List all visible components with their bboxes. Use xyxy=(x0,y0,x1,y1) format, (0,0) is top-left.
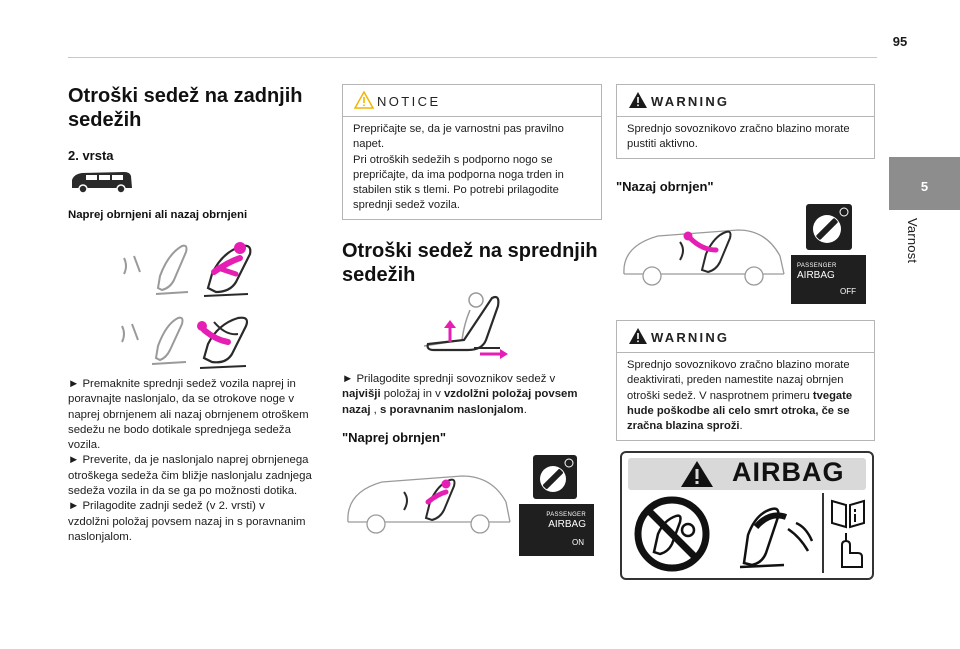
notice-divider xyxy=(343,116,601,117)
instruction-line: sedežu ne bodo dotikale sprednjega sedeža xyxy=(68,423,291,436)
warning-title: WARNING xyxy=(651,94,730,109)
instruction-line: naprej obrnjenem ali nazaj obrnjenem otroškem xyxy=(68,408,309,421)
adjust-bold-backrest: s poravnanim naslonjalom xyxy=(380,403,524,416)
airbag-on-panel xyxy=(519,504,594,556)
adjust-text: . xyxy=(523,403,527,416)
warning-line: otroški sedež. V nasprotnem primeru xyxy=(627,389,813,402)
instruction-line: sedeža vozila in da se ga po možnosti dotika. xyxy=(68,485,298,498)
instruction-line: naslonjalom. xyxy=(68,530,132,543)
notice-triangle-icon xyxy=(354,91,374,109)
notice-line: stabilen stik s tlemi. Po potrebi prilagodite xyxy=(353,184,559,197)
section-label: Varnost xyxy=(905,218,920,264)
instruction-line: ► Prilagodite zadnji sedež (v 2. vrsti) v xyxy=(68,500,265,513)
instruction-line: otroškega sedeža čim bližje naslonjalu zadnjega xyxy=(68,469,312,482)
warning-bold: zračna blazina sproži xyxy=(627,420,740,433)
airbag-deploy-icon xyxy=(726,497,820,573)
airbag-label-divider xyxy=(822,493,824,573)
notice-box xyxy=(342,84,602,220)
notice-text xyxy=(353,122,593,214)
prohibited-child-seat-icon xyxy=(630,494,714,574)
warning-text xyxy=(627,122,866,153)
warning-line: pustiti aktivno. xyxy=(627,138,698,151)
warning-line: Sprednjo sovoznikovo zračno blazino morate xyxy=(627,359,850,371)
warning-line: Sprednjo sovoznikovo zračno blazino morate xyxy=(627,123,850,135)
header-divider xyxy=(68,57,877,58)
adjust-bold-back: nazaj xyxy=(342,403,371,416)
rear-facing-heading: "Nazaj obrnjen" xyxy=(616,179,714,194)
seat-adjustment-illustration xyxy=(404,288,514,360)
instruction-line: poravnajte naslonjalo, da se otrokove noge v xyxy=(68,393,295,406)
notice-line: Pri otroških sedežih s podporno nogo se xyxy=(353,153,553,166)
airbag-switch-icon-off[interactable] xyxy=(806,204,852,250)
warning-title: WARNING xyxy=(651,330,730,345)
forward-facing-heading: "Naprej obrnjen" xyxy=(342,430,447,445)
airbag-warning-triangle-icon xyxy=(680,460,714,488)
instruction-line: ► Premaknite sprednji sedež vozila naprej in xyxy=(68,378,296,390)
facing-subtitle: Naprej obrnjeni ali nazaj obrnjeni xyxy=(68,209,248,221)
warning-box-deactivate xyxy=(616,320,875,441)
adjust-text: položaj in v xyxy=(380,388,444,401)
panel-off-label: OFF xyxy=(840,287,856,296)
manual-book-icon xyxy=(828,497,868,573)
front-seats-title-line1: Otroški sedež na sprednjih xyxy=(342,240,598,262)
airbag-warning-label xyxy=(620,451,874,580)
panel-on-label: ON xyxy=(572,538,584,547)
panel-passenger-label: PASSENGER xyxy=(546,512,586,518)
car-rear-facing-illustration xyxy=(620,216,788,292)
warning-line: . xyxy=(739,420,743,433)
adjust-bold-position: vzdolžni položaj povsem xyxy=(443,388,578,401)
instruction-line: vozila. xyxy=(68,439,101,452)
adjust-text: ► Prilagodite sprednji sovoznikov sedež v xyxy=(342,373,556,385)
warning-text xyxy=(627,358,866,434)
panel-passenger-label: PASSENGER xyxy=(797,263,837,269)
warning-line: deaktivirati, preden namestite nazaj obrnjen xyxy=(627,374,844,387)
warning-bold: hude poškodbe ali celo smrt otroka, če se xyxy=(627,404,850,417)
airbag-switch-icon[interactable] xyxy=(533,455,577,499)
notice-line: sprednji sedež vozila. xyxy=(353,199,460,212)
notice-line: Prepričajte se, da je varnostni pas pravilno xyxy=(353,123,564,135)
van-icon xyxy=(68,170,134,194)
front-seat-instructions xyxy=(342,372,604,418)
front-seats-title-line2: sedežih xyxy=(342,264,416,286)
warning-divider xyxy=(617,116,874,117)
rear-seats-title-line1: Otroški sedež na zadnjih xyxy=(68,85,303,107)
instruction-line: ► Preverite, da je naslonjalo naprej obrnjenega xyxy=(68,454,309,467)
airbag-off-panel xyxy=(791,255,866,304)
warning-bold: tvegate xyxy=(812,389,853,402)
instruction-line: vzdolžni položaj povsem nazaj in s poravnanim xyxy=(68,515,306,528)
page-number: 95 xyxy=(892,34,908,49)
adjust-text: , xyxy=(370,403,380,416)
notice-title: NOTICE xyxy=(377,94,441,109)
panel-airbag-label: AIRBAG xyxy=(548,519,586,530)
section-tab[interactable]: 5 xyxy=(889,157,960,210)
row-label: 2. vrsta xyxy=(68,148,114,163)
car-forward-facing-illustration xyxy=(342,462,514,540)
warning-triangle-icon xyxy=(628,327,648,345)
warning-box-activate xyxy=(616,84,875,159)
panel-airbag-label: AIRBAG xyxy=(797,270,835,281)
warning-triangle-icon xyxy=(628,91,648,109)
rear-facing-seats-illustration xyxy=(116,312,266,372)
warning-divider xyxy=(617,352,874,353)
airbag-label-word: AIRBAG xyxy=(732,457,845,487)
notice-line: prepričajte, da ima podporna noga trden in xyxy=(353,168,564,181)
adjust-bold-highest: najvišji xyxy=(342,388,381,401)
rear-seat-instructions xyxy=(68,377,330,545)
rear-seats-title-line2: sedežih xyxy=(68,109,142,131)
forward-facing-seats-illustration xyxy=(118,238,268,300)
notice-line: napet. xyxy=(353,138,385,151)
